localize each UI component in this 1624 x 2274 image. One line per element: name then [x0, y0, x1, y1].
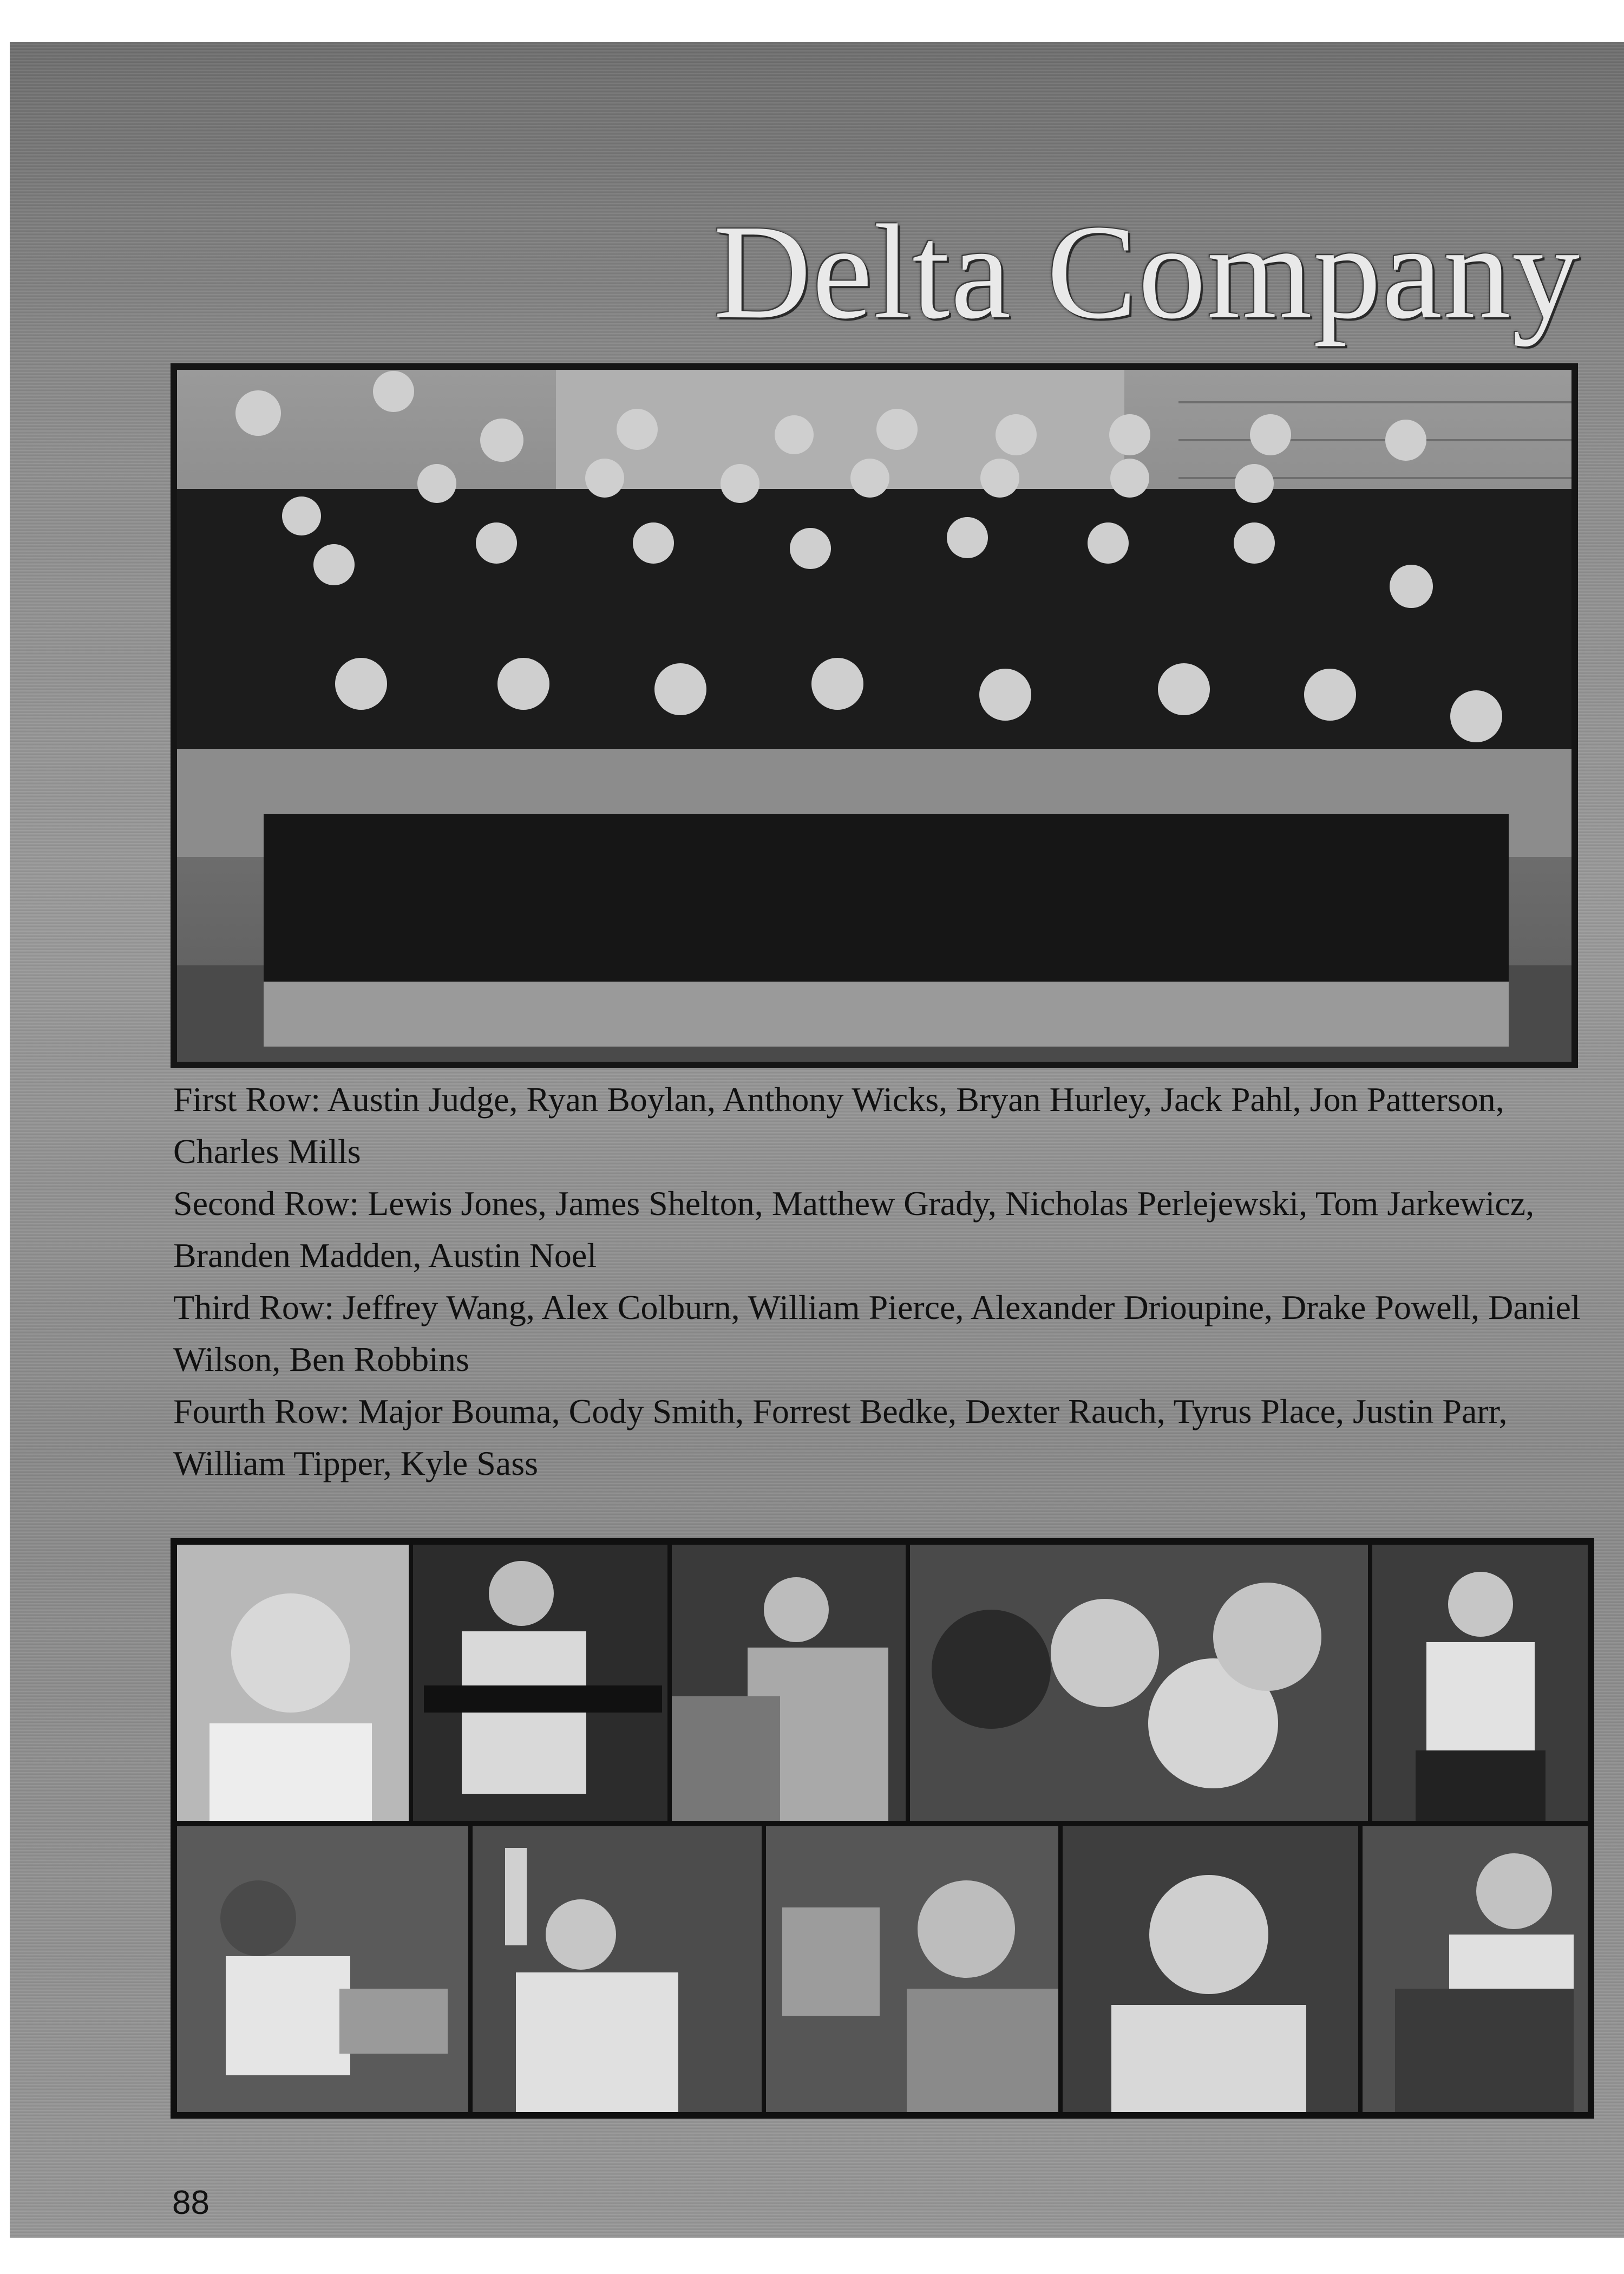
candid-photo-collage	[171, 1538, 1594, 2119]
candid-photo-3	[672, 1545, 906, 1821]
candid-photo-9	[1063, 1826, 1358, 2112]
yearbook-page	[10, 42, 1624, 2238]
page-title: Delta Company	[713, 197, 1581, 347]
candid-photo-7	[473, 1826, 762, 2112]
candid-photo-5	[1372, 1545, 1588, 1821]
caption-first-row: First Row: Austin Judge, Ryan Boylan, Anthony Wicks, Bryan Hurley, Jack Pahl, Jon Patterson, Charles Mills	[173, 1080, 1504, 1171]
page-number: 88	[172, 2184, 209, 2221]
caption-fourth-row: Fourth Row: Major Bouma, Cody Smith, Forrest Bedke, Dexter Rauch, Tyrus Place, Justin Parr, William Tipper, Kyle Sass	[173, 1392, 1508, 1482]
candid-photo-6	[177, 1826, 468, 2112]
group-photo-image	[177, 370, 1571, 1062]
caption-second-row: Second Row: Lewis Jones, James Shelton, Matthew Grady, Nicholas Perlejewski, Tom Jarkewicz, Branden Madden, Austin Noel	[173, 1184, 1535, 1275]
candid-photo-4	[910, 1545, 1368, 1821]
candid-photo-1	[177, 1545, 409, 1821]
caption-third-row: Third Row: Jeffrey Wang, Alex Colburn, William Pierce, Alexander Drioupine, Drake Powell, Daniel Wilson, Ben Robbins	[173, 1288, 1581, 1378]
candid-photo-2	[413, 1545, 667, 1821]
group-photo-caption	[173, 1074, 1592, 1489]
group-photo	[171, 363, 1578, 1068]
candid-photo-10	[1363, 1826, 1588, 2112]
candid-photo-8	[766, 1826, 1058, 2112]
